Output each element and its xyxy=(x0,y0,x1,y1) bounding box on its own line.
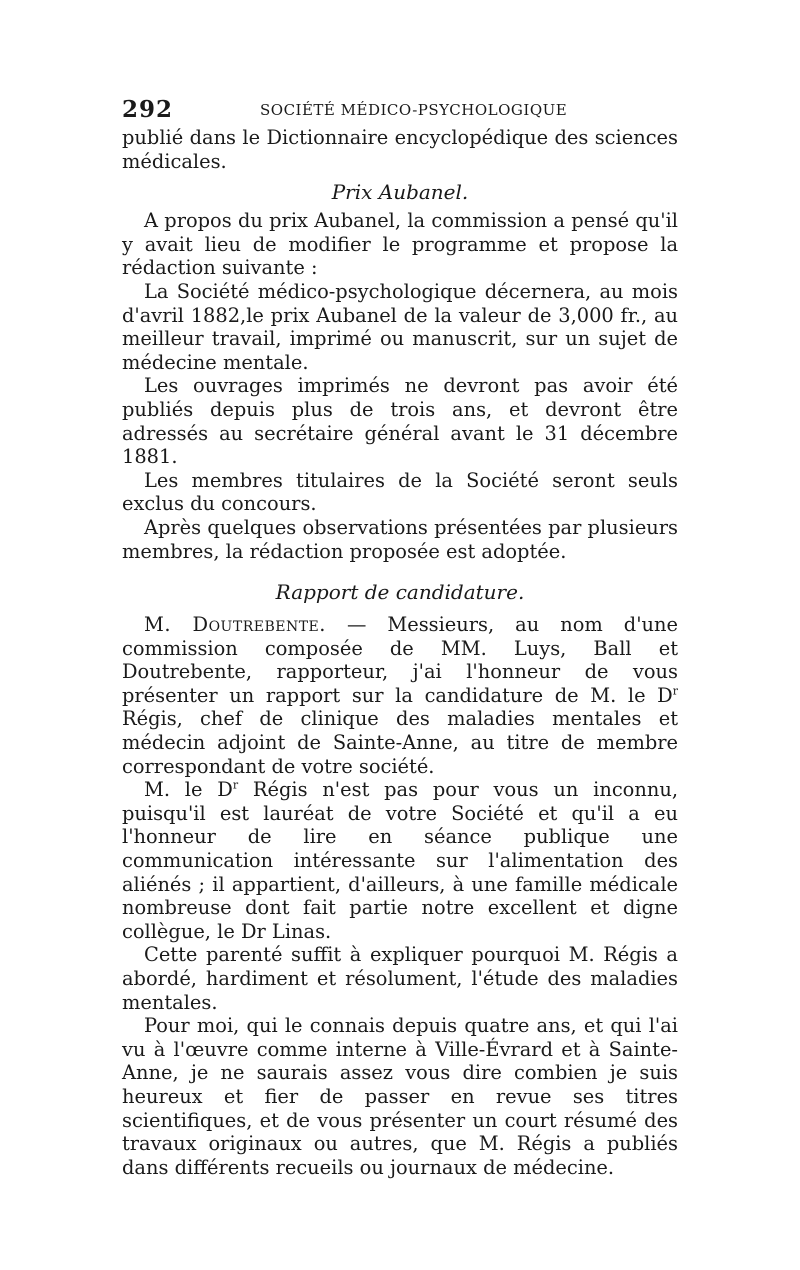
paragraph-prix-1: A propos du prix Aubanel, la commission a pensé qu'il y avait lieu de modifier le programme et propose la rédaction suivante : xyxy=(122,209,678,280)
running-title: SOCIÉTÉ MÉDICO-PSYCHOLOGIQUE xyxy=(260,101,568,119)
page-number: 292 xyxy=(122,96,174,123)
paragraph-rapport-2-text-a: M. le D xyxy=(144,778,233,802)
body-text xyxy=(122,126,678,1179)
superscript-r-2: r xyxy=(232,778,239,792)
speaker-name: M. Doutrebente. xyxy=(144,613,326,637)
paragraph-rapport-4: Pour moi, qui le connais depuis quatre ans, et qui l'ai vu à l'œuvre comme interne à Ville-Évrard et à Sainte-Anne, je ne saurais assez vous dire combien je suis heureux et fier de passer en revue ses titres scientifiques, et de vous présenter un court résumé des travaux originaux ou autres, que M. Régis a publiés dans différents recueils ou journaux de médecine. xyxy=(122,1014,678,1179)
page-header xyxy=(122,96,678,122)
superscript-r-1: r xyxy=(672,684,678,698)
paragraph-prix-2: La Société médico-psychologique décernera, au mois d'avril 1882,le prix Aubanel de la valeur de 3,000 fr., au meilleur travail, imprimé ou manuscrit, sur un sujet de médecine mentale. xyxy=(122,279,678,374)
paragraph-prix-5: Après quelques observations présentées par plusieurs membres, la rédaction proposée est adoptée. xyxy=(122,515,678,563)
paragraph-rapport-1-text-b: Régis, chef de clinique des maladies mentales et médecin adjoint de Sainte-Anne, au titre de membre correspondant de votre société. xyxy=(122,707,678,778)
paragraph-rapport-2 xyxy=(122,778,678,943)
heading-prix-aubanel: Prix Aubanel. xyxy=(331,180,469,205)
paragraph-continuation: publié dans le Dictionnaire encyclopédique des sciences médicales. xyxy=(122,126,678,173)
paragraph-rapport-1-text-a: — Messieurs, au nom d'une commission composée de MM. Luys, Ball et Doutrebente, rapporteur, j'ai l'honneur de vous présenter un rapport sur la candidature de M. le D xyxy=(122,613,678,707)
paragraph-rapport-3: Cette parenté suffit à expliquer pourquoi M. Régis a abordé, hardiment et résolument, l'étude des maladies mentales. xyxy=(122,943,678,1014)
paragraph-rapport-1 xyxy=(122,613,678,778)
paragraph-rapport-2-text-b: Régis n'est pas pour vous un inconnu, puisqu'il est lauréat de votre Société et qu'il a eu l'honneur de lire en séance publique une communication intéressante sur l'alimentation des aliénés ; il appartient, d'ailleurs, à une famille médicale nombreuse dont fait partie notre excellent et digne collègue, le Dr Linas. xyxy=(122,778,678,943)
heading-rapport-candidature: Rapport de candidature. xyxy=(275,580,525,605)
paragraph-prix-4: Les membres titulaires de la Société seront seuls exclus du concours. xyxy=(122,468,678,516)
paragraph-prix-3: Les ouvrages imprimés ne devront pas avoir été publiés depuis plus de trois ans, et devront être adressés au secrétaire général avant le 31 décembre 1881. xyxy=(122,374,678,469)
